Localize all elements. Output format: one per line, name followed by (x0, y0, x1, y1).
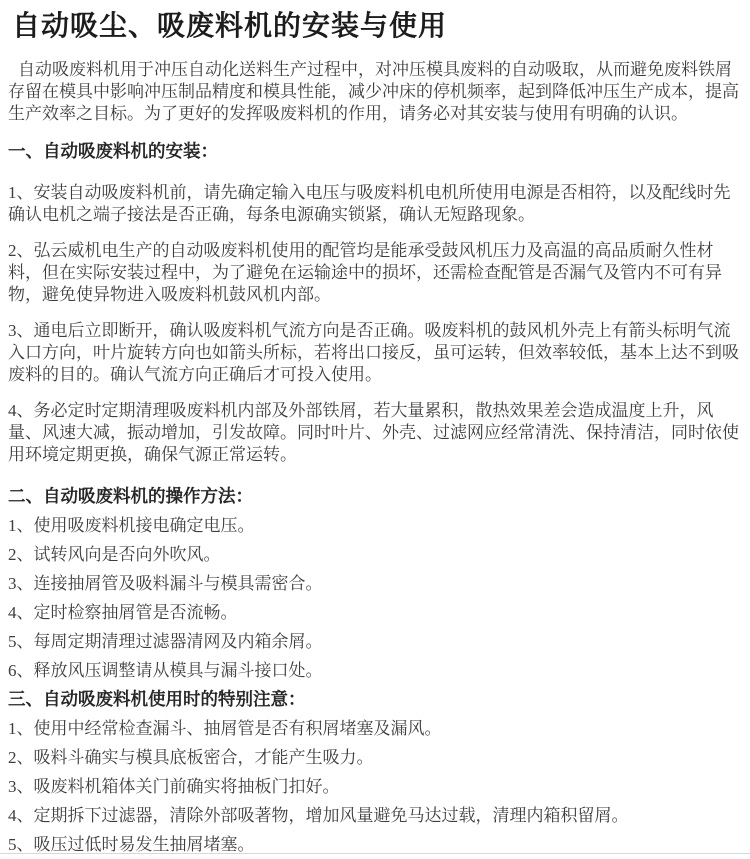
installation-item-4: 4、务必定时定期清理吸废料机内部及外部铁屑，若大量累积，散热效果差会造成温度上升，风量、风速大减，振动增加，引发故障。同时叶片、外壳、过滤网应经常清洗、保持清洁，同时依使用环境定期更换，确保气源正常运转。 (8, 401, 739, 464)
operation-item-3: 3、连接抽屑管及吸料漏斗与模具需密合。 (8, 574, 323, 593)
operation-item-6: 6、释放风压调整请从模具与漏斗接口处。 (8, 661, 323, 680)
installation-item-1: 1、安装自动吸废料机前，请先确定输入电压与吸废料机电机所使用电源是否相符，以及配线时先确认电机之端子接法是否正确，每条电源确实锁紧，确认无短路现象。 (8, 183, 731, 224)
installation-item-2: 2、弘云威机电生产的自动吸废料机使用的配管均是能承受鼓风机压力及高温的高品质耐久性材料，但在实际安装过程中，为了避免在运输途中的损坏，还需检查配管是否漏气及管内不可有异物，避免使异物进入吸废料机鼓风机内部。 (8, 241, 722, 304)
page-title: 自动吸尘、吸废料机的安装与使用 (12, 11, 448, 42)
bottom-divider (0, 853, 750, 854)
section-precaution-heading: 三、自动吸废料机使用时的特别注意： (8, 689, 306, 709)
operation-item-2: 2、试转风向是否向外吹风。 (8, 545, 221, 564)
operation-item-5: 5、每周定期清理过滤器清网及内箱余屑。 (8, 632, 323, 651)
precaution-item-4: 4、定期拆下过滤器，清除外部吸著物，增加风量避免马达过载，清理内箱积留屑。 (8, 806, 629, 825)
operation-item-1: 1、使用吸废料机接电确定电压。 (8, 516, 255, 535)
installation-item-3: 3、通电后立即断开，确认吸废料机气流方向是否正确。吸废料机的鼓风机外壳上有箭头标明气流入口方向，叶片旋转方向也如箭头所标，若将出口接反，虽可运转，但效率较低，基本上达不到吸废料的目的。确认气流方向正确后才可投入使用。 (8, 321, 739, 384)
precaution-item-1: 1、使用中经常检查漏斗、抽屑管是否有积屑堵塞及漏风。 (8, 719, 442, 738)
operation-item-4: 4、定时检察抽屑管是否流畅。 (8, 603, 238, 622)
section-operation-heading: 二、自动吸废料机的操作方法： (8, 486, 253, 506)
intro-paragraph: 自动吸废料机用于冲压自动化送料生产过程中，对冲压模具废料的自动吸取，从而避免废料铁屑存留在模具中影响冲压制品精度和模具性能，减少冲床的停机频率，起到降低冲压生产成本，提高生产效率之目标。为了更好的发挥吸废料机的作用，请务必对其安装与使用有明确的认识。 (8, 60, 739, 123)
precaution-item-3: 3、吸废料机箱体关门前确实将抽板门扣好。 (8, 777, 340, 796)
section-installation-heading: 一、自动吸废料机的安装： (8, 141, 218, 161)
precaution-item-2: 2、吸料斗确实与模具底板密合，才能产生吸力。 (8, 748, 374, 767)
precaution-item-5: 5、吸压过低时易发生抽屑堵塞。 (8, 835, 255, 854)
